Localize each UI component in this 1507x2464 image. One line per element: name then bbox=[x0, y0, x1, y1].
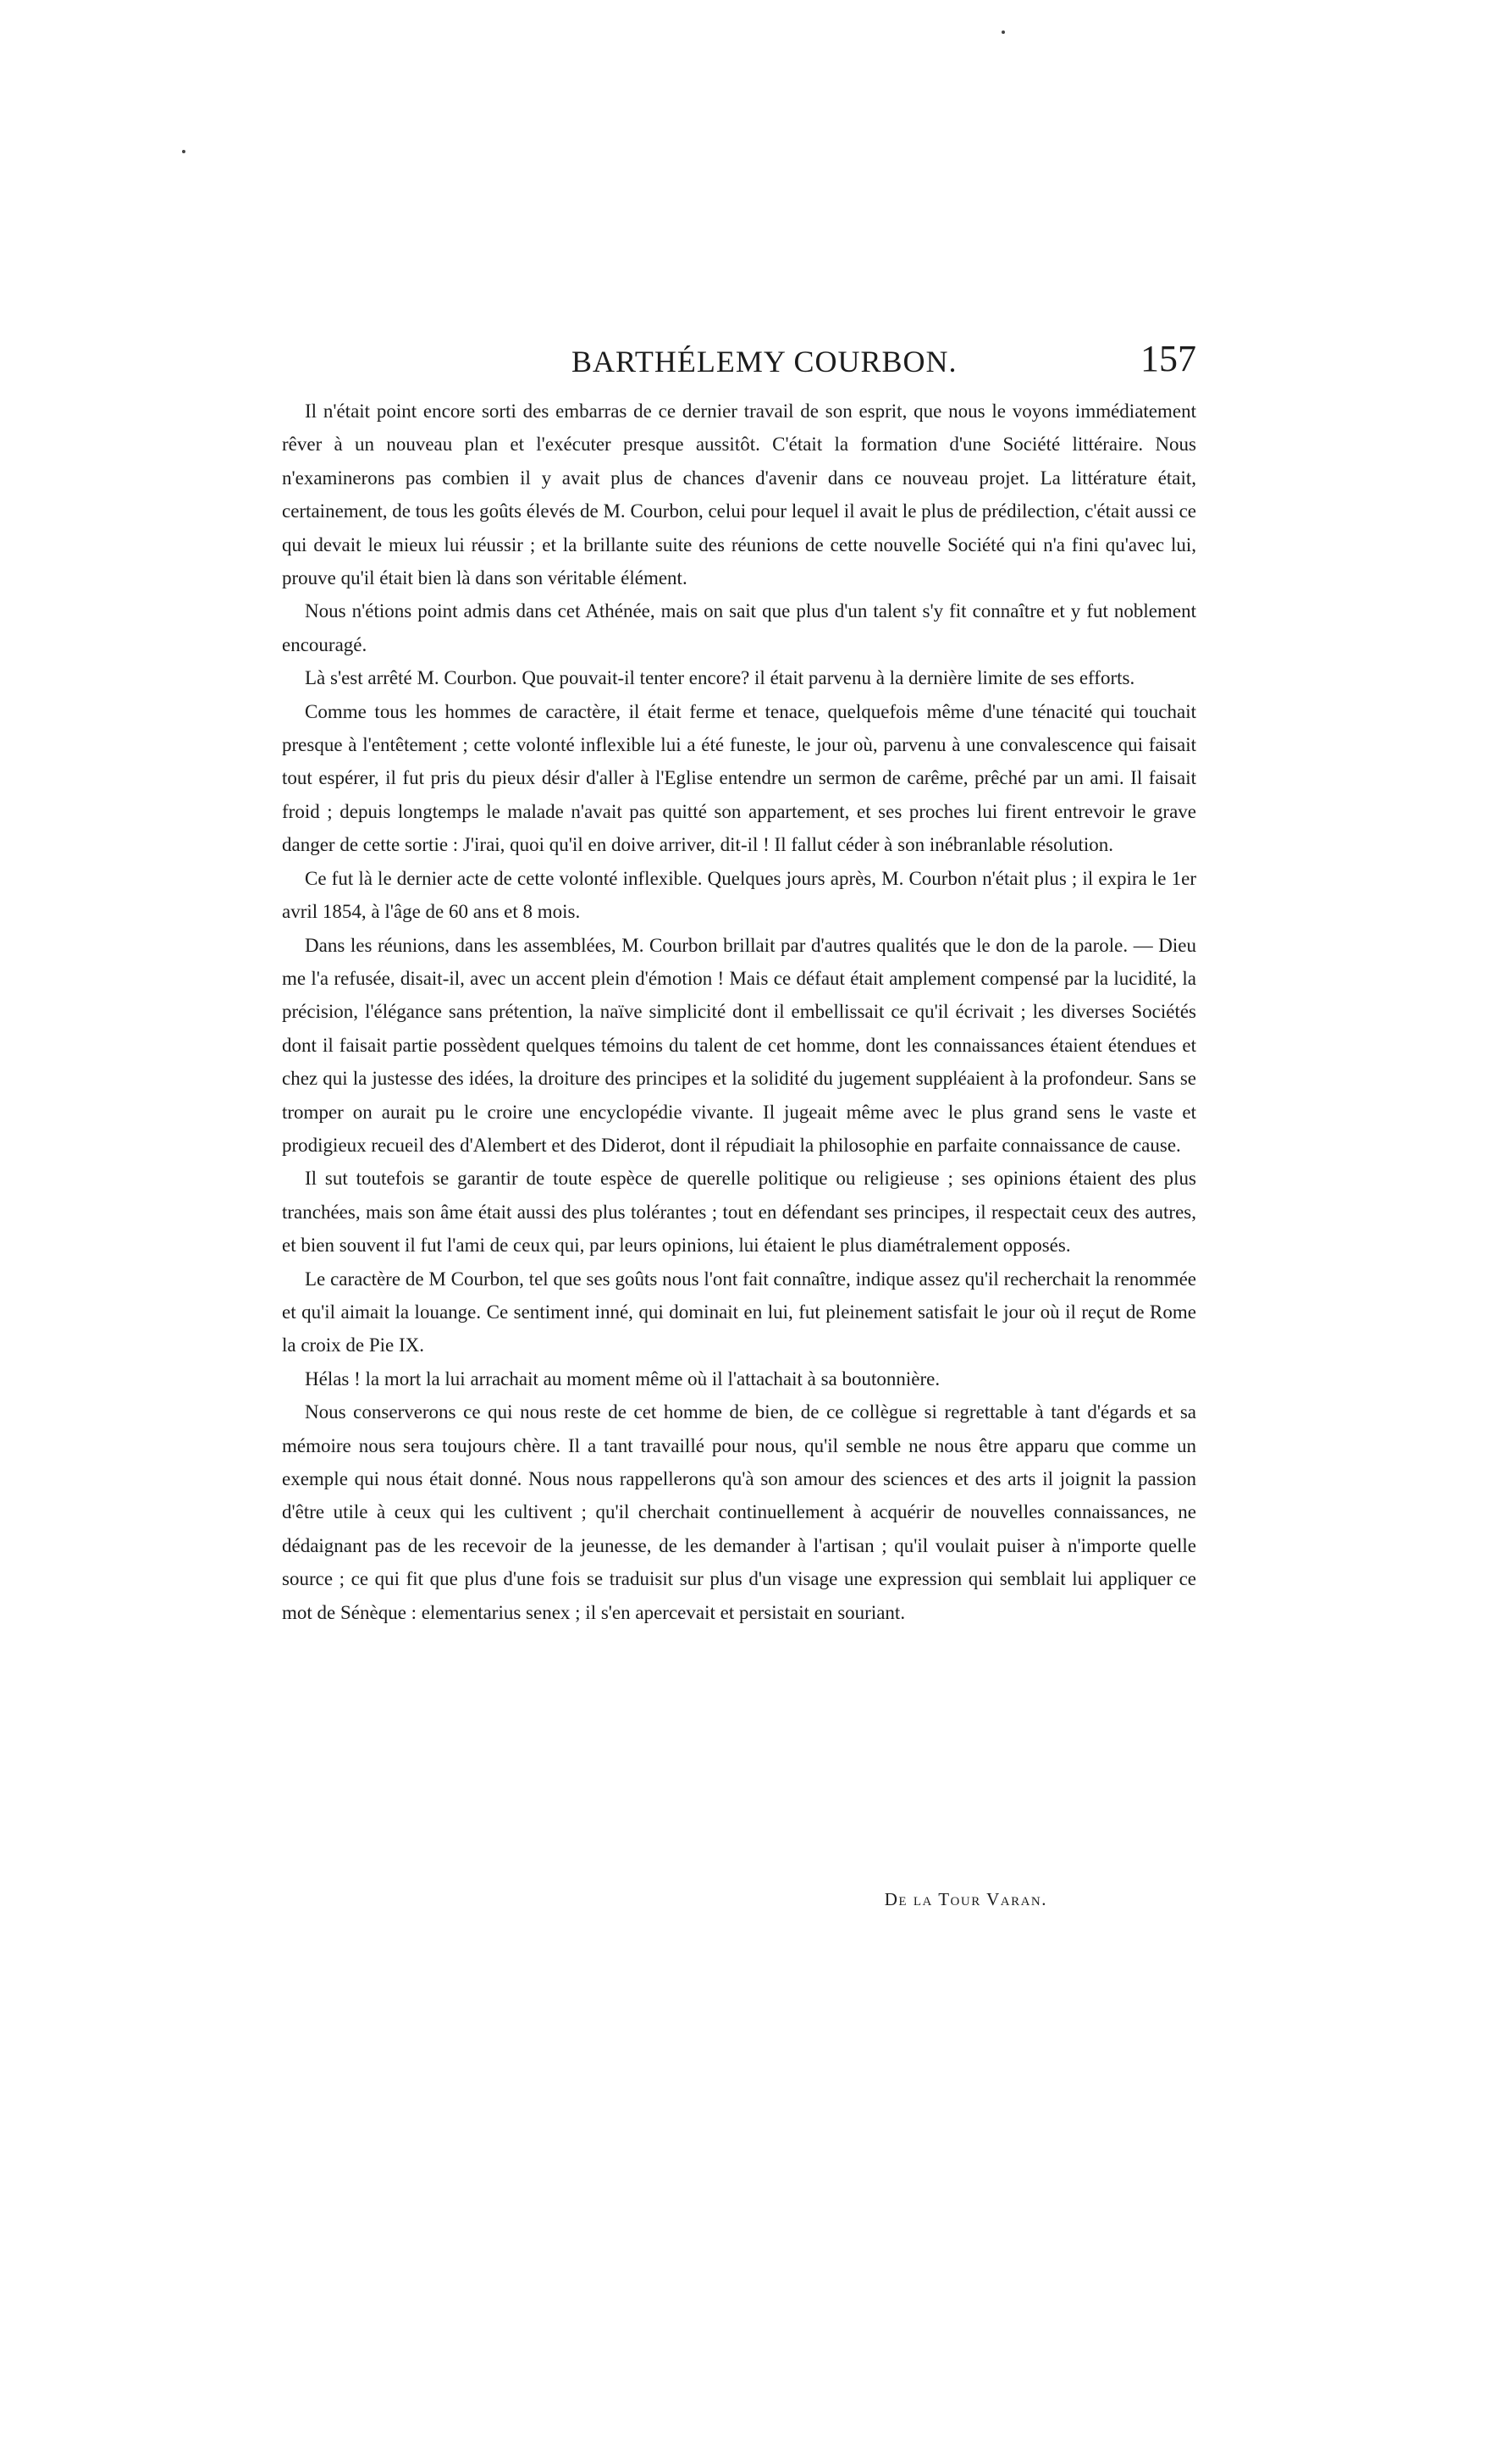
running-title: BARTHÉLEMY COURBON. bbox=[571, 345, 958, 378]
page-number: 157 bbox=[1140, 338, 1196, 379]
paragraph: Nous conserverons ce qui nous reste de cet homme de bien, de ce collègue si regrettable à tant d'égards et sa mémoire nous sera toujours chère. Il a tant travaillé pour nous, qu'il semble ne nous être apparu que comme un exemple qui nous était donné. Nous nous rappellerons qu'à son amour des sciences et des arts il joignit la passion d'être utile à ceux qui les cultivent ; qu'il cherchait continuellement à acquérir de nouvelles connaissances, ne dédaignant pas de les recevoir de la jeunesse, de les demander à l'artisan ; qu'il voulait puiser à n'importe quelle source ; ce qui fit que plus d'une fois se traduisit sur plus d'un visage une expression qui semblait lui appliquer ce mot de Sénèque : elementarius senex ; il s'en apercevait et persistait en souriant. bbox=[282, 1401, 1196, 1623]
body-text bbox=[282, 395, 1196, 1629]
paragraph: Il sut toutefois se garantir de toute espèce de querelle politique ou religieuse ; ses opinions étaient des plus tranchées, mais son âme était aussi des plus tolérantes ; tout en défendant ses principes, il respectait ceux des autres, et bien souvent il fut l'ami de ceux qui, par leurs opinions, lui étaient le plus diamétralement opposés. bbox=[282, 1168, 1196, 1257]
paragraph: Nous n'étions point admis dans cet Athénée, mais on sait que plus d'un talent s'y fit connaître et y fut noblement encouragé. bbox=[282, 600, 1196, 655]
author-signature bbox=[282, 1889, 1196, 1910]
paragraph: Ce fut là le dernier acte de cette volonté inflexible. Quelques jours après, M. Courbon n'était plus ; il expira le 1er avril 1854, à l'âge de 60 ans et 8 mois. bbox=[282, 867, 1196, 923]
print-speck bbox=[1002, 30, 1005, 34]
paragraph: Comme tous les hommes de caractère, il était ferme et tenace, quelquefois même d'une ténacité qui touchait presque à l'entêtement ; cette volonté inflexible lui a été funeste, le jour où, parvenu à une convalescence qui faisait tout espérer, il fut pris du pieux désir d'aller à l'Eglise entendre un sermon de carême, prêché par un ami. Il faisait froid ; depuis longtemps le malade n'avait pas quitté son appartement, et ses proches lui firent entrevoir le grave danger de cette sortie : J'irai, quoi qu'il en doive arriver, dit-il ! Il fallut céder à son inébranlable résolution. bbox=[282, 700, 1196, 856]
paragraph: Hélas ! la mort la lui arrachait au moment même où il l'attachait à sa boutonnière. bbox=[305, 1367, 941, 1389]
paragraph: Là s'est arrêté M. Courbon. Que pouvait-il tenter encore? il était parvenu à la dernière limite de ses efforts. bbox=[305, 667, 1135, 689]
signature-text: De la Tour Varan. bbox=[884, 1889, 1047, 1909]
print-speck bbox=[182, 150, 185, 153]
paragraph: Le caractère de M Courbon, tel que ses goûts nous l'ont fait connaître, indique assez qu'il recherchait la renommée et qu'il aimait la louange. Ce sentiment inné, qui dominait en lui, fut pleinement satisfait le jour où il reçut de Rome la croix de Pie IX. bbox=[282, 1268, 1196, 1356]
paragraph: Dans les réunions, dans les assemblées, M. Courbon brillait par d'autres qualités que le don de la parole. — Dieu me l'a refusée, disait-il, avec un accent plein d'émotion ! Mais ce défaut était amplement compensé par la lucidité, la précision, l'élégance sans prétention, la naïve simplicité dont il embellissait ce qu'il écrivait ; les diverses Sociétés dont il faisait partie possèdent quelques témoins du talent de cet homme, dont les connaissances étaient étendues et chez qui la justesse des idées, la droiture des principes et la solidité du jugement suppléaient à la profondeur. Sans se tromper on aurait pu le croire une encyclopédie vivante. Il jugeait même avec le plus grand sens le vaste et prodigieux recueil des d'Alembert et des Diderot, dont il répudiait la philosophie en parfaite connaissance de cause. bbox=[282, 934, 1196, 1156]
paragraph: Il n'était point encore sorti des embarras de ce dernier travail de son esprit, que nous le voyons immédiatement rêver à un nouveau plan et l'exécuter presque aussitôt. C'était la formation d'une Société littéraire. Nous n'examinerons pas combien il y avait plus de chances d'avenir dans ce nouveau projet. La littérature était, certainement, de tous les goûts élevés de M. Courbon, celui pour lequel il avait le plus de prédilection, c'était aussi ce qui devait le mieux lui réussir ; et la brillante suite des réunions de cette nouvelle Société qui n'a fini qu'avec lui, prouve qu'il était bien là dans son véritable élément. bbox=[282, 401, 1196, 589]
page-header bbox=[282, 337, 1196, 388]
